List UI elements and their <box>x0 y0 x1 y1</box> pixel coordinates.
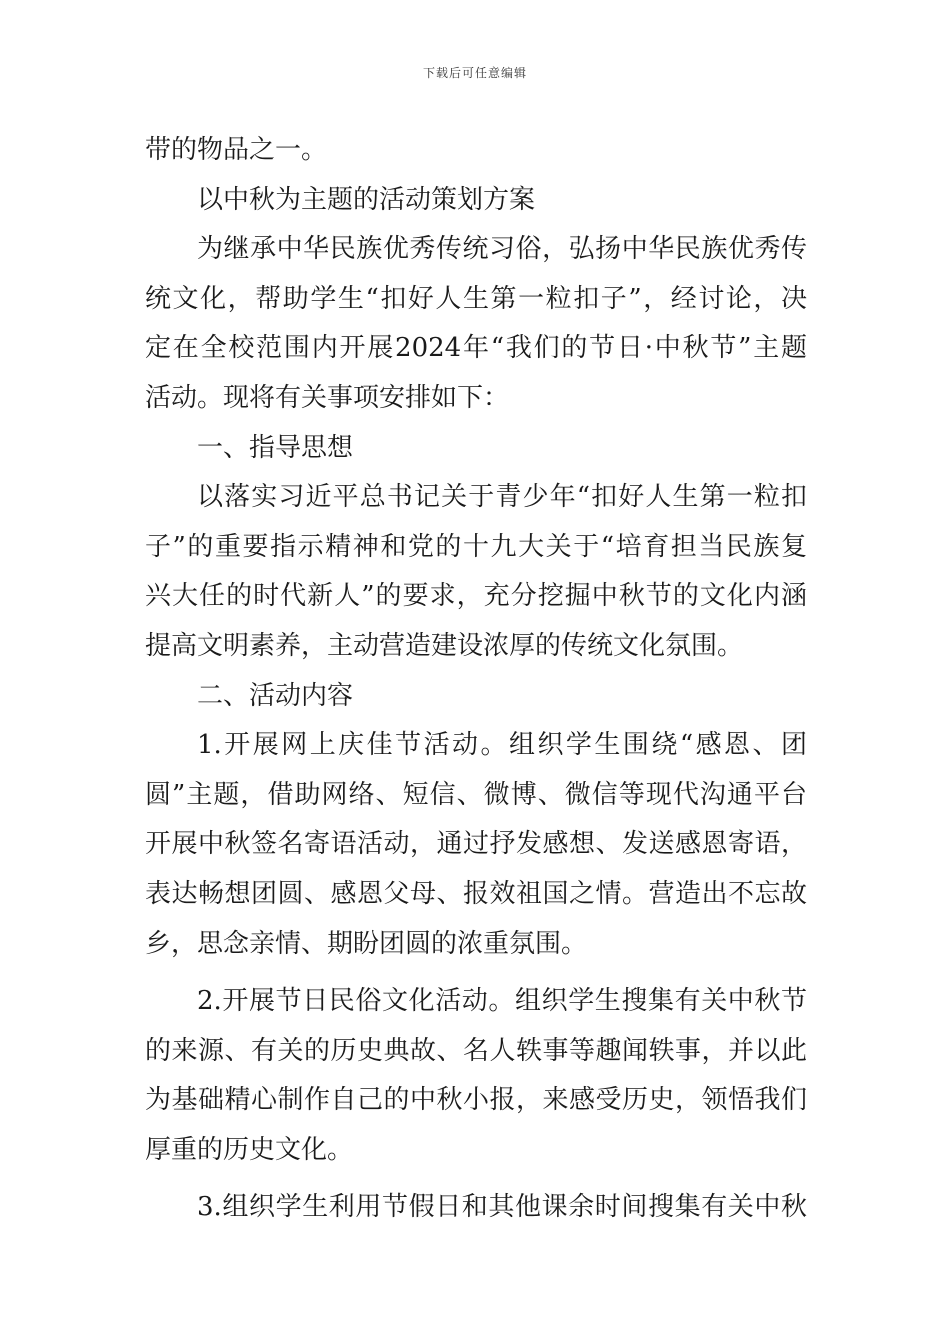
paragraph-line: 表达畅想团圆、感恩父母、报效祖国之情。营造出不忘故 <box>145 878 807 909</box>
paragraph-line: 乡，思念亲情、期盼团圆的浓重氛围。 <box>145 928 588 959</box>
paragraph-line: 带的物品之一。 <box>145 135 328 165</box>
page-header: 下载后可任意编辑 <box>422 66 527 80</box>
paragraph-line: 定在全校范围内开展2024年“我们的节日·中秋节”主题 <box>145 333 807 364</box>
paragraph-line: 统文化，帮助学生“扣好人生第一粒扣子”，经讨论，决 <box>145 283 807 314</box>
paragraph-line: 的来源、有关的历史典故、名人轶事等趣闻轶事，并以此 <box>145 1035 807 1066</box>
paragraph-line: 3.组织学生利用节假日和其他课余时间搜集有关中秋 <box>197 1192 807 1223</box>
section-title: 以中秋为主题的活动策划方案 <box>197 184 536 215</box>
paragraph-line: 为基础精心制作自己的中秋小报，来感受历史，领悟我们 <box>145 1085 807 1116</box>
section-heading: 一、指导思想 <box>197 432 354 463</box>
paragraph-line: 2.开展节日民俗文化活动。组织学生搜集有关中秋节 <box>197 986 807 1017</box>
paragraph-line: 提高文明素养，主动营造建设浓厚的传统文化氛围。 <box>145 630 744 661</box>
paragraph-line: 为继承中华民族优秀传统习俗，弘扬中华民族优秀传 <box>197 234 807 265</box>
paragraph-line: 1.开展网上庆佳节活动。组织学生围绕“感恩、团 <box>197 730 807 761</box>
paragraph-line: 以落实习近平总书记关于青少年“扣好人生第一粒扣 <box>197 482 807 513</box>
paragraph-line: 兴大任的时代新人”的要求，充分挖掘中秋节的文化内涵 <box>145 581 807 612</box>
paragraph-line: 开展中秋签名寄语活动，通过抒发感想、发送感恩寄语， <box>145 829 807 860</box>
section-heading: 二、活动内容 <box>197 680 354 711</box>
paragraph-line: 厚重的历史文化。 <box>145 1134 354 1165</box>
paragraph-line: 活动。现将有关事项安排如下： <box>145 382 510 413</box>
paragraph-line: 圆”主题，借助网络、短信、微博、微信等现代沟通平台 <box>145 779 807 810</box>
document-body <box>145 126 807 1233</box>
paragraph-line: 子”的重要指示精神和党的十九大关于“培育担当民族复 <box>145 531 807 562</box>
